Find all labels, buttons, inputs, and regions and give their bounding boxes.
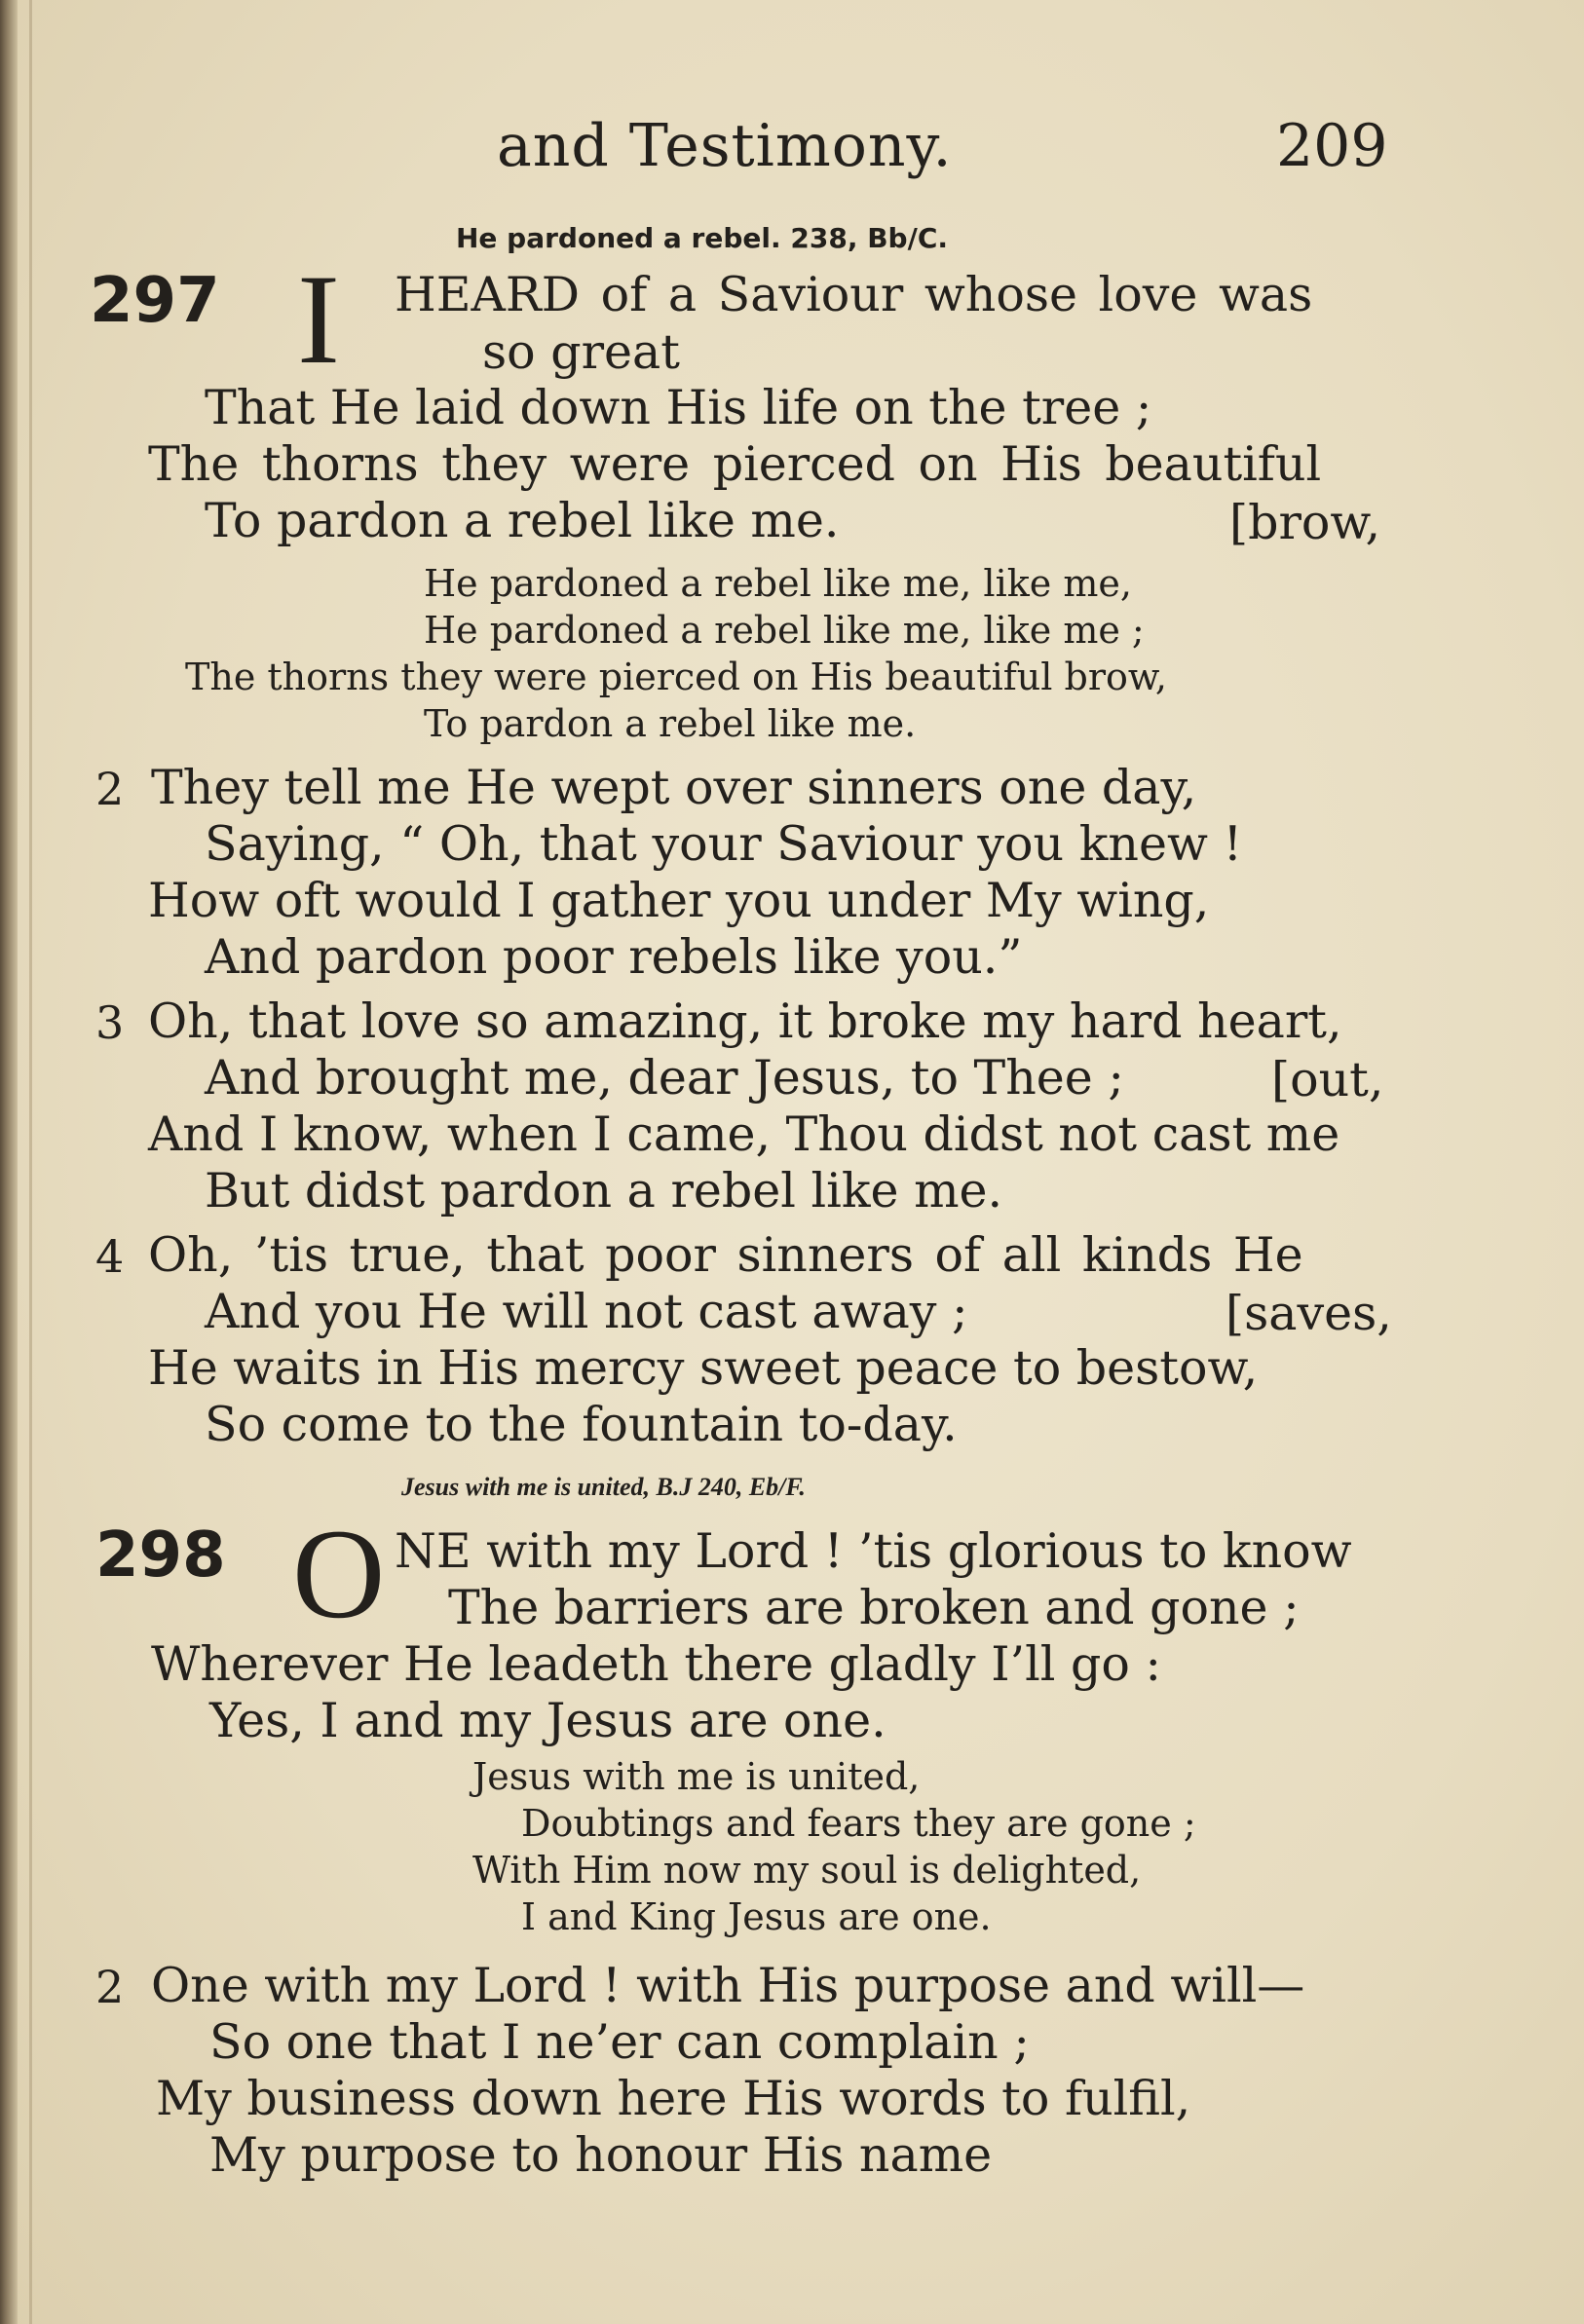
drop-cap-298: O — [292, 1502, 386, 1645]
running-header-title: and Testimony. — [497, 112, 953, 180]
hymn-297-chorus-line: He pardoned a rebel like me, like me ; — [424, 609, 1145, 652]
page-number: 209 — [1276, 112, 1388, 180]
verse-line: How oft would I gather you under My wing, — [148, 873, 1210, 928]
hymn-298-chorus-line: Jesus with me is united, — [472, 1755, 921, 1798]
hymn-297-verse1-line: To pardon a rebel like me. — [205, 493, 840, 548]
hymn-298-verse1-line: Yes, I and my Jesus are one. — [209, 1693, 886, 1748]
verse-line: Oh, that love so amazing, it broke my hard heart, — [148, 993, 1342, 1049]
verse-line: And brought me, dear Jesus, to Thee ; — [205, 1050, 1124, 1106]
verse-number: 3 — [95, 996, 125, 1049]
verse-line: They tell me He wept over sinners one day, — [151, 760, 1197, 815]
verse-line: And I know, when I came, Thou didst not cast me — [148, 1106, 1340, 1162]
tune-reference-297: He pardoned a rebel. 238, Bb/C. — [456, 222, 948, 254]
verse-line: He waits in His mercy sweet peace to bestow, — [148, 1340, 1259, 1396]
verse-carryover: [out, — [1271, 1052, 1384, 1107]
verse-line: And you He will not cast away ; — [205, 1284, 968, 1339]
hymn-297-chorus-line: To pardon a rebel like me. — [424, 702, 917, 745]
book-spine-shadow — [0, 0, 18, 2324]
hymn-297-chorus-line: The thorns they were pierced on His beautiful brow, — [185, 656, 1167, 698]
hymn-297-verse1-line: The thorns they were pierced on His beautiful — [148, 436, 1322, 492]
verse-line: One with my Lord ! with His purpose and will— — [151, 1958, 1305, 2013]
drop-cap-297: I — [297, 247, 340, 391]
verse-line: But didst pardon a rebel like me. — [205, 1163, 1003, 1218]
verse-line: So one that I ne’er can complain ; — [209, 2014, 1030, 2070]
verse-line: My business down here His words to fulfil, — [156, 2071, 1191, 2126]
verse-carryover: [saves, — [1226, 1286, 1392, 1341]
verse-line: Saying, “ Oh, that your Saviour you knew ! — [205, 816, 1243, 872]
verse-line: Oh, ’tis true, that poor sinners of all kinds He — [148, 1227, 1303, 1283]
hymn-297-first-line-continued: so great — [482, 324, 680, 380]
hymn-297-verse1-carryover: [brow, — [1229, 495, 1381, 550]
verse-number: 4 — [95, 1230, 125, 1283]
verse-line: So come to the fountain to-day. — [205, 1397, 958, 1452]
verse-number: 2 — [95, 763, 125, 815]
tune-reference-298: Jesus with me is united, B.J 240, Eb/F. — [401, 1473, 806, 1501]
hymn-297-verse1-line: That He laid down His life on the tree ; — [205, 380, 1152, 435]
hymn-number-297: 297 — [90, 265, 220, 337]
hymn-297-chorus-line: He pardoned a rebel like me, like me, — [424, 562, 1132, 605]
hymn-298-verse1-line: Wherever He leadeth there gladly I’ll go : — [151, 1636, 1161, 1692]
verse-line: My purpose to honour His name — [209, 2127, 993, 2183]
verse-line: And pardon poor rebels like you.” — [205, 929, 1023, 985]
hymn-298-chorus-line: With Him now my soul is delighted, — [472, 1849, 1142, 1892]
hymn-297-first-line: HEARD of a Saviour whose love was — [395, 267, 1313, 322]
verse-number: 2 — [95, 1961, 125, 2013]
hymn-number-298: 298 — [95, 1519, 226, 1592]
page-edge-line — [29, 0, 32, 2324]
hymn-298-chorus-line: Doubtings and fears they are gone ; — [521, 1802, 1196, 1845]
hymn-298-first-line: NE with my Lord ! ’tis glorious to know — [395, 1523, 1352, 1579]
hymn-298-chorus-line: I and King Jesus are one. — [521, 1895, 992, 1938]
hymn-298-first-line-continued: The barriers are broken and gone ; — [448, 1580, 1300, 1635]
